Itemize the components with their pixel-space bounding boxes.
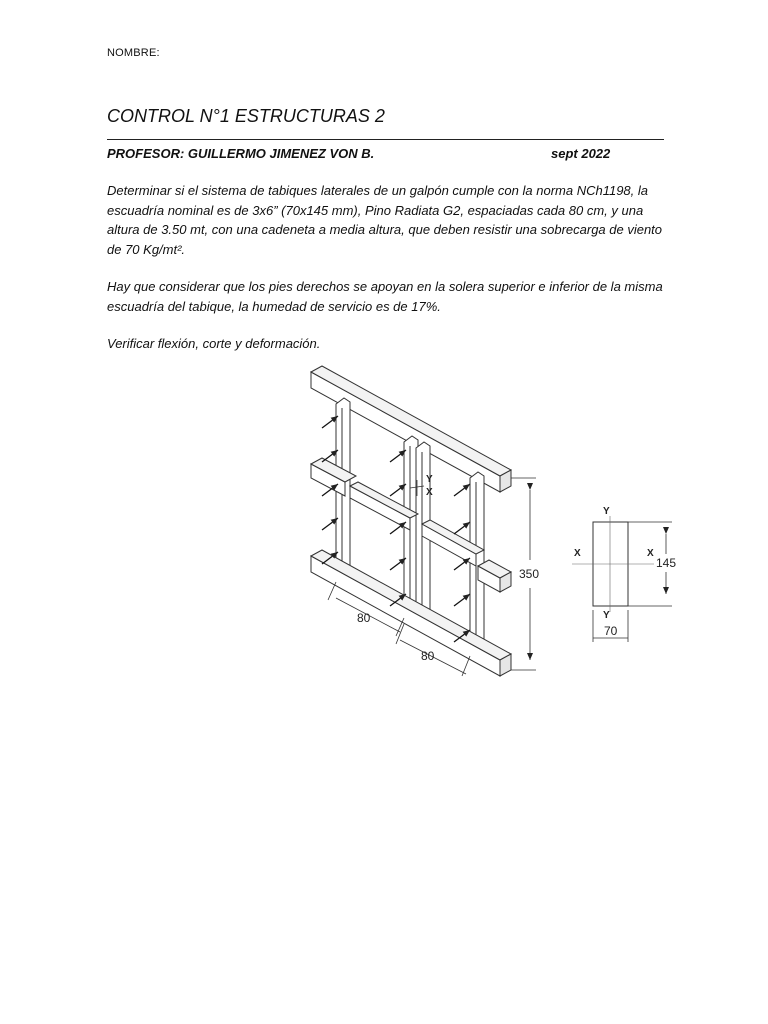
date-label: sept 2022 bbox=[551, 146, 611, 161]
problem-statement: Determinar si el sistema de tabiques laterales de un galpón cumple con la norma NCh1198, la escuadría nominal es de 3x6” (70x145 mm), Pino Radiata G2, espaciadas cada 80 cm, y una altura de 3.50 mt, con una cadeneta a media altura, que deben resistir una sobrecarga de viento de 70 Kg/mt². bbox=[107, 183, 663, 257]
support-conditions: Hay que considerar que los pies derechos se apoyan en la solera superior e inferior de la misma escuadría del tabique, la humedad de servicio es de 17%. bbox=[107, 279, 663, 314]
spacing-label-1: 80 bbox=[357, 611, 371, 625]
section-axis-y-bottom: Y bbox=[603, 610, 610, 621]
section-depth-label: 145 bbox=[656, 556, 677, 570]
section-axis-x-left: X bbox=[574, 548, 581, 559]
stud-axis-y-label: Y bbox=[426, 474, 433, 485]
verification-instruction: Verificar flexión, corte y deformación. bbox=[107, 336, 321, 351]
nombre-label: NOMBRE: bbox=[107, 47, 160, 59]
section-axis-y-top: Y bbox=[603, 506, 610, 517]
professor-line: PROFESOR: GUILLERMO JIMENEZ VON B. bbox=[107, 146, 375, 161]
section-width-label: 70 bbox=[604, 624, 618, 638]
height-dimension-label: 350 bbox=[519, 567, 540, 581]
spacing-label-2: 80 bbox=[421, 649, 435, 663]
stud-axis-x-label: X bbox=[426, 487, 433, 498]
section-axis-x-right: X bbox=[647, 548, 654, 559]
page-title: CONTROL N°1 ESTRUCTURAS 2 bbox=[107, 106, 385, 126]
